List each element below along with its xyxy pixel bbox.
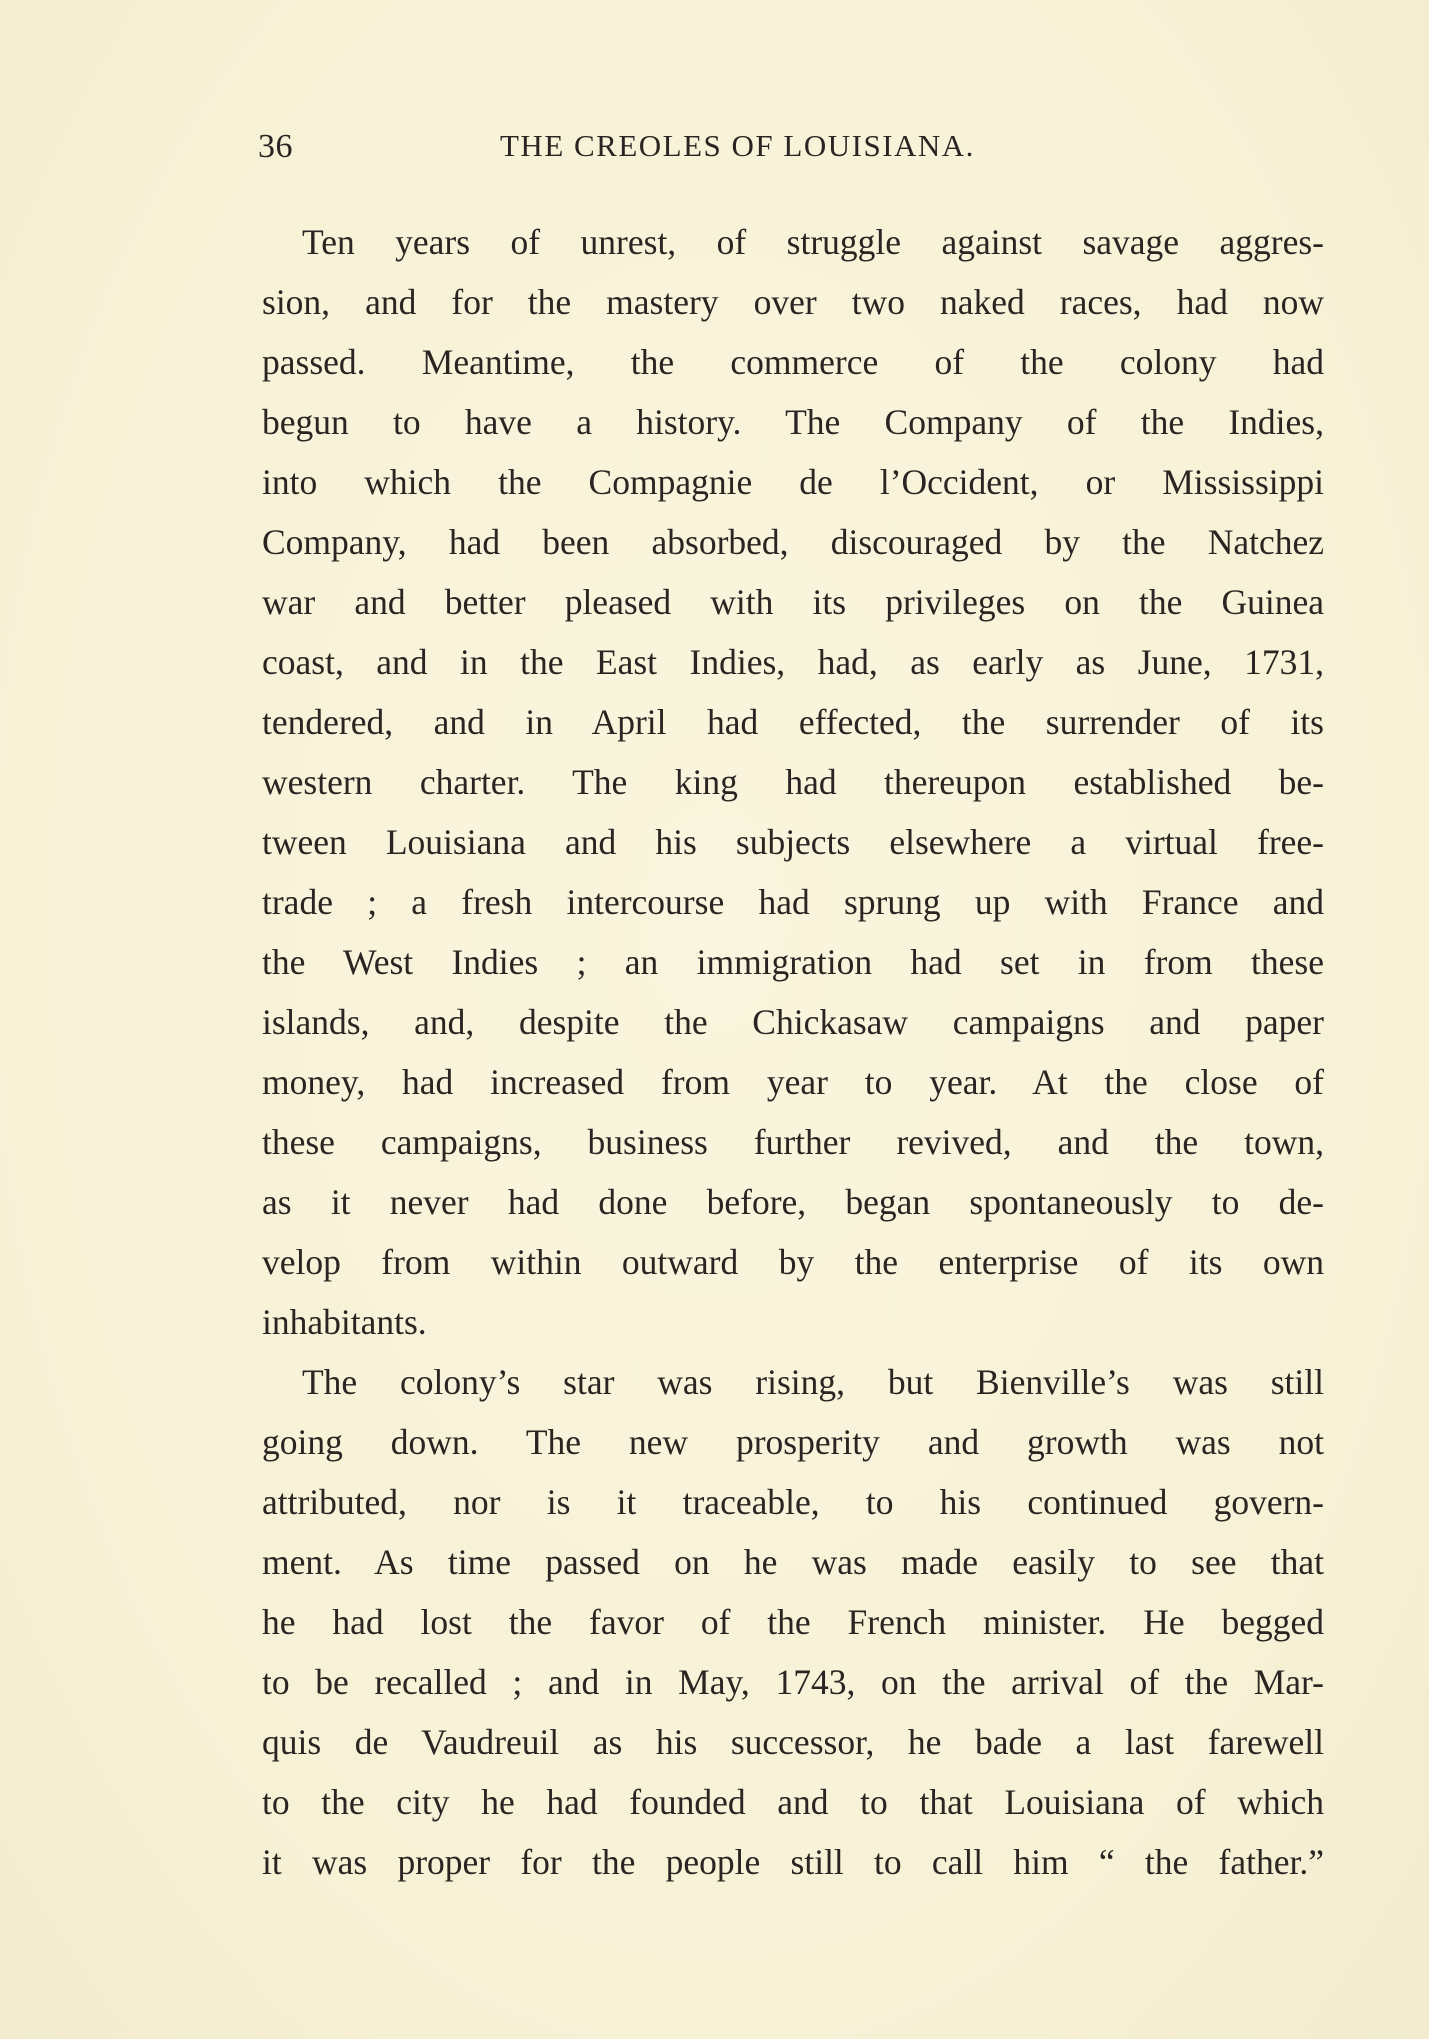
text-line: passed. Meantime, the commerce of the colony had xyxy=(262,342,1324,382)
text-line: Ten years of unrest, of struggle against savage aggres- xyxy=(302,222,1324,262)
text-line: war and better pleased with its privileges on the Guinea xyxy=(262,582,1324,622)
paragraph-2 xyxy=(262,1352,1324,1892)
text-line: velop from within outward by the enterprise of its own xyxy=(262,1242,1324,1282)
text-line: ment. As time passed on he was made easily to see that xyxy=(262,1542,1324,1582)
text-line: money, had increased from year to year. At the close of xyxy=(262,1062,1324,1102)
text-line: going down. The new prosperity and growth was not xyxy=(262,1422,1324,1462)
text-line: to the city he had founded and to that Louisiana of which xyxy=(262,1782,1324,1822)
text-line: sion, and for the mastery over two naked races, had now xyxy=(262,282,1324,322)
text-line: the West Indies ; an immigration had set in from these xyxy=(262,942,1324,982)
text-line: attributed, nor is it traceable, to his continued govern- xyxy=(262,1482,1324,1522)
text-line: Company, had been absorbed, discouraged by the Natchez xyxy=(262,522,1324,562)
text-line: coast, and in the East Indies, had, as early as June, 1731, xyxy=(262,642,1324,682)
text-line: these campaigns, business further revived, and the town, xyxy=(262,1122,1324,1162)
text-line: as it never had done before, began spontaneously to de- xyxy=(262,1182,1324,1222)
text-line: it was proper for the people still to call him “ the father.” xyxy=(262,1842,1324,1882)
text-line: trade ; a fresh intercourse had sprung up with France and xyxy=(262,882,1324,922)
running-title: THE CREOLES OF LOUISIANA. xyxy=(500,128,975,163)
text-line: begun to have a history. The Company of the Indies, xyxy=(262,402,1324,442)
text-line: into which the Compagnie de l’Occident, or Mississippi xyxy=(262,462,1324,502)
text-line: to be recalled ; and in May, 1743, on the arrival of the Mar- xyxy=(262,1662,1324,1702)
body-text xyxy=(262,212,1324,1892)
text-line: he had lost the favor of the French minister. He begged xyxy=(262,1602,1324,1642)
text-line: tendered, and in April had effected, the surrender of its xyxy=(262,702,1324,742)
running-head xyxy=(258,128,1320,178)
text-line: inhabitants. xyxy=(262,1302,427,1342)
page-number: 36 xyxy=(258,128,293,165)
text-line: quis de Vaudreuil as his successor, he bade a last farewell xyxy=(262,1722,1324,1762)
text-line: islands, and, despite the Chickasaw campaigns and paper xyxy=(262,1002,1324,1042)
text-line: The colony’s star was rising, but Bienville’s was still xyxy=(302,1362,1324,1402)
text-line: western charter. The king had thereupon established be- xyxy=(262,762,1324,802)
text-line: tween Louisiana and his subjects elsewhere a virtual free- xyxy=(262,822,1324,862)
paragraph-1 xyxy=(262,212,1324,1352)
